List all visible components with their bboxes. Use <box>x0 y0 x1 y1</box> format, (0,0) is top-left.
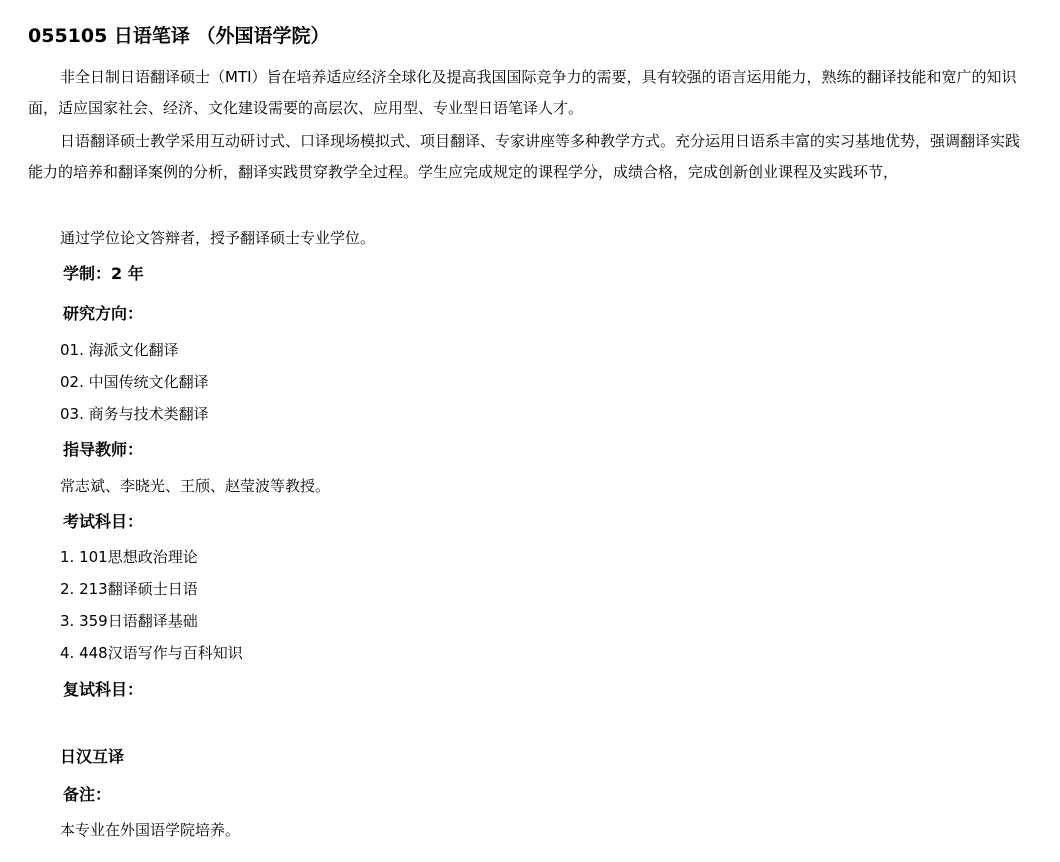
research-item: 03. 商务与技术类翻译 <box>60 405 209 423</box>
advisors-heading: 指导教师： <box>63 440 144 459</box>
duration-heading: 学制：2 年 <box>63 264 144 283</box>
exam-item: 1. 101思想政治理论 <box>60 548 198 566</box>
notes-heading: 备注： <box>63 785 112 804</box>
exam-item: 2. 213翻译硕士日语 <box>60 580 198 598</box>
retest-subject: 日汉互译 <box>60 747 125 766</box>
exams-heading: 考试科目： <box>63 512 144 531</box>
notes-text: 本专业在外国语学院培养。 <box>60 821 241 839</box>
teaching-paragraph: 日语翻译硕士教学采用互动研讨式、口译现场模拟式、项目翻译、专家讲座等多种教学方式。充分运用日语系丰富的实习基地优势，强调翻译实践能力的培养和翻译案例的分析，翻译实践贯穿教学全过程。学生应完成规定的课程学分，成绩合格，完成创新创业课程及实践环节， <box>28 132 1021 181</box>
advisors-text: 常志斌、李晓光、王颀、赵莹波等教授。 <box>60 477 331 495</box>
degree-text: 通过学位论文答辩者，授予翻译硕士专业学位。 <box>60 229 376 247</box>
exam-item: 4. 448汉语写作与百科知识 <box>60 644 243 662</box>
page-title: 055105 日语笔译 （外国语学院） <box>28 25 330 47</box>
research-item: 02. 中国传统文化翻译 <box>60 373 209 391</box>
retest-heading: 复试科目： <box>63 680 144 699</box>
research-heading: 研究方向： <box>63 304 144 323</box>
exam-item: 3. 359日语翻译基础 <box>60 612 198 630</box>
intro-paragraph: 非全日制日语翻译硕士（MTI）旨在培养适应经济全球化及提高我国国际竞争力的需要，具有较强的语言运用能力，熟练的翻译技能和宽广的知识面，适应国家社会、经济、文化建设需要的高层次、应用型、专业型日语笔译人才。 <box>28 68 1017 117</box>
research-item: 01. 海派文化翻译 <box>60 341 179 359</box>
